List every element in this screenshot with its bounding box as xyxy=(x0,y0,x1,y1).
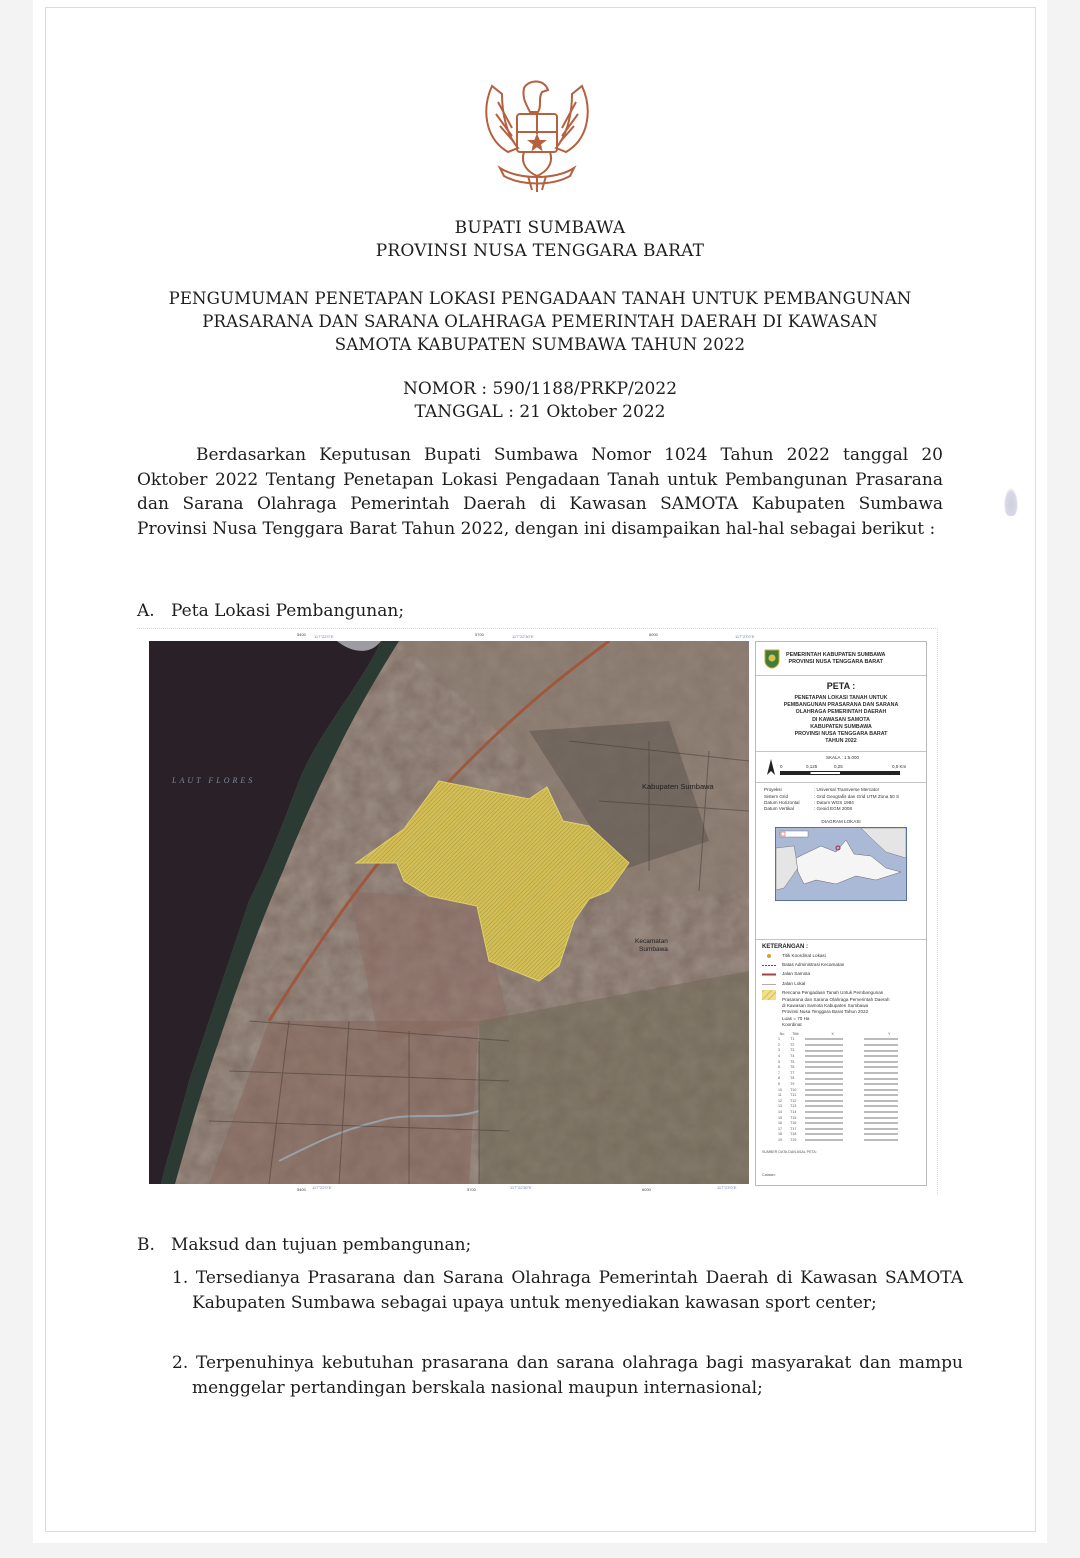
kecamatan-label-line-1: Kecamatan xyxy=(635,938,668,945)
legend-location-diagram: DIAGRAM LOKASI xyxy=(756,816,926,940)
kabupaten-label: Kabupaten Sumbawa xyxy=(642,782,714,791)
grid-tick: 117°23'0"E xyxy=(735,634,755,639)
section-b-letter: B. xyxy=(137,1235,155,1255)
grid-tick: 5700 xyxy=(475,632,484,637)
grid-tick: 6000 xyxy=(649,632,658,637)
location-map xyxy=(137,628,938,1195)
coordinate-row: 9 T9 xyxy=(776,1082,916,1088)
inset-map xyxy=(775,827,907,901)
grid-tick: 117°22'0"E xyxy=(312,1185,332,1190)
coordinate-row: 8 T8 xyxy=(776,1076,916,1082)
title-line-3: SAMOTA KABUPATEN SUMBAWA TAHUN 2022 xyxy=(334,335,746,354)
grid-tick: 6000 xyxy=(642,1187,651,1192)
samota-road-icon xyxy=(762,973,776,976)
issuer-province: PROVINSI NUSA TENGGARA BARAT xyxy=(375,241,705,261)
coordinate-row: 14 T14 xyxy=(776,1110,916,1116)
map-legend xyxy=(755,641,927,1186)
acquisition-area-swatch-icon xyxy=(762,990,776,1000)
sumbawa-regency-logo-icon xyxy=(764,649,780,669)
section-a-heading xyxy=(137,599,404,623)
section-a-label: Peta Lokasi Pembangunan; xyxy=(171,601,405,621)
kecamatan-label-line-2: Sumbawa xyxy=(639,946,668,953)
scan-smudge xyxy=(1004,488,1018,516)
coordinate-row: 3 T3 xyxy=(776,1048,916,1054)
coordinate-row: 7 T7 xyxy=(776,1071,916,1077)
scale-bar xyxy=(780,771,900,775)
grid-tick: 117°23'0"E xyxy=(717,1185,737,1190)
scale-label: SKALA : 1:5.000 xyxy=(826,755,860,761)
issuer-name: BUPATI SUMBAWA xyxy=(454,218,626,238)
coordinate-table: No Titik X Y 1 T1 2 T2 3 T3 4 T4 5 T5 6 T6 7 T7 8 T8 9 T9 10 T10 11 T11 12 T12 13 T13 14 T14 15 T15 16 T16 17 T17 18 T18 19 T19 xyxy=(776,1032,916,1144)
garuda-emblem-icon xyxy=(472,68,602,198)
grid-tick: 5400 xyxy=(297,1187,306,1192)
grid-tick: 5700 xyxy=(467,1187,476,1192)
legend-header xyxy=(756,642,926,676)
list-item: 2. Terpenuhinya kebutuhan prasarana dan sarana olahraga bagi masyarakat dan mampu menggelar pertandingan berskala nasional maupun internasional; xyxy=(172,1353,963,1398)
satellite-image xyxy=(149,641,749,1184)
sea-label: LAUT FLORES xyxy=(172,776,256,785)
legend-sources: SUMBER DATA DAN ASAL PETA: Catatan: xyxy=(762,1149,817,1177)
coordinate-row: 6 T6 xyxy=(776,1065,916,1071)
coordinate-row: 12 T12 xyxy=(776,1099,916,1105)
legend-projection: Proyeksi : Universal Transverse Mercator Sistem Grid : Grid Geografis dan Grid UTM Zona 50 S Datum Horizontal : Datum WGS 1984 Datum Vertikal : Geoid EGM 2008 xyxy=(764,787,900,812)
coordinate-row: 16 T16 xyxy=(776,1121,916,1127)
coordinate-row: 19 T19 xyxy=(776,1138,916,1144)
grid-tick: 117°22'0"E xyxy=(314,634,334,639)
section-b-heading xyxy=(137,1233,471,1257)
document-date: TANGGAL : 21 Oktober 2022 xyxy=(414,402,666,422)
document-number: NOMOR : 590/1188/PRKP/2022 xyxy=(402,379,678,399)
legend-peta-title-lines: PENETAPAN LOKASI TANAH UNTUK PEMBANGUNAN PRASARANA DAN SARANA OLAHRAGA PEMERINTAH DAERAH DI KAWASAN SAMOTA KABUPATEN SUMBAWA PROVINSI NUSA TENGGARA BARAT TAHUN 2022 xyxy=(783,695,899,745)
coordinate-row: 2 T2 xyxy=(776,1043,916,1049)
section-b-label: Maksud dan tujuan pembangunan; xyxy=(171,1235,472,1255)
grid-tick: 117°22'30"E xyxy=(512,634,534,639)
legend-keterangan: KETERANGAN : Titik Koordinat Lokasi Batas Administrasi Kecamatan Jalan Samota Jalan Lokal Rencana Pengadaan Tanah Untuk Pembangunan Prasarana dan Sarana Olahraga Pemerintah Daerah di Kawasan Samota Kabupaten Sumbawa Provinsi Nusa Tenggara Barat Tahun 2022 Luas = 70 Ha Koordinat No Titik X Y 1 T1 2 T2 3 T3 4 T4 5 T5 6 T6 7 T7 8 T8 9 T9 10 T10 11 T11 12 T12 13 T13 14 T14 15 T15 16 T16 17 T17 18 T18 19 T19 xyxy=(756,940,926,1145)
legend-scale: SKALA : 1:5.000 0 0,125 0,25 0,5 Km xyxy=(756,752,926,783)
section-a-letter: A. xyxy=(137,601,155,621)
title-line-1: PENGUMUMAN PENETAPAN LOKASI PENGADAAN TANAH UNTUK PEMBANGUNAN xyxy=(168,289,912,308)
legend-organization: PEMERINTAH KABUPATEN SUMBAWA PROVINSI NUSA TENGGARA BARAT xyxy=(786,651,886,665)
list-item: 1. Tersedianya Prasarana dan Sarana Olahraga Pemerintah Daerah di Kawasan SAMOTA Kabupaten Sumbawa sebagai upaya untuk menyediakan kawasan sport center; xyxy=(172,1268,963,1313)
acquisition-area-description: Rencana Pengadaan Tanah Untuk Pembangunan Prasarana dan Sarana Olahraga Pemerintah Daerah di Kawasan Samota Kabupaten Sumbawa Provinsi Nusa Tenggara Barat Tahun 2022 Luas = 70 Ha Koordinat xyxy=(782,990,890,1028)
coordinate-row: 10 T10 xyxy=(776,1088,916,1094)
district-boundary-icon xyxy=(762,964,776,967)
grid-tick: 5400 xyxy=(297,632,306,637)
north-arrow-icon xyxy=(766,758,776,776)
grid-tick: 117°22'30"E xyxy=(510,1185,532,1190)
coordinate-row: 11 T11 xyxy=(776,1093,916,1099)
coordinate-row: 17 T17 xyxy=(776,1127,916,1133)
coordinate-row: 13 T13 xyxy=(776,1104,916,1110)
coordinate-row: 15 T15 xyxy=(776,1116,916,1122)
satellite-map-graphic xyxy=(149,641,749,1184)
intro-paragraph: Berdasarkan Keputusan Bupati Sumbawa Nomor 1024 Tahun 2022 tanggal 20 Oktober 2022 Tentang Penetapan Lokasi Pengadaan Tanah untuk Pembangunan Prasarana dan Sarana Olahraga Pemerintah Daerah di Kawasan SAMOTA Kabupaten Sumbawa Provinsi Nusa Tenggara Barat Tahun 2022, dengan ini disampaikan hal-hal sebagai berikut : xyxy=(137,445,943,539)
coordinate-row: 18 T18 xyxy=(776,1132,916,1138)
local-road-icon xyxy=(762,983,776,986)
legend-map-title: PETA : PENETAPAN LOKASI TANAH UNTUK PEMBANGUNAN PRASARANA DAN SARANA OLAHRAGA PEMERINTAH DAERAH DI KAWASAN SAMOTA KABUPATEN SUMBAWA PROVINSI NUSA TENGGARA BARAT TAHUN 2022 xyxy=(756,676,926,752)
coordinate-row: 5 T5 xyxy=(776,1060,916,1066)
coordinate-row: 4 T4 xyxy=(776,1054,916,1060)
coordinate-point-icon xyxy=(762,953,776,959)
title-line-2: PRASARANA DAN SARANA OLAHRAGA PEMERINTAH DAERAH DI KAWASAN xyxy=(202,312,878,331)
coordinate-row: 1 T1 xyxy=(776,1037,916,1043)
